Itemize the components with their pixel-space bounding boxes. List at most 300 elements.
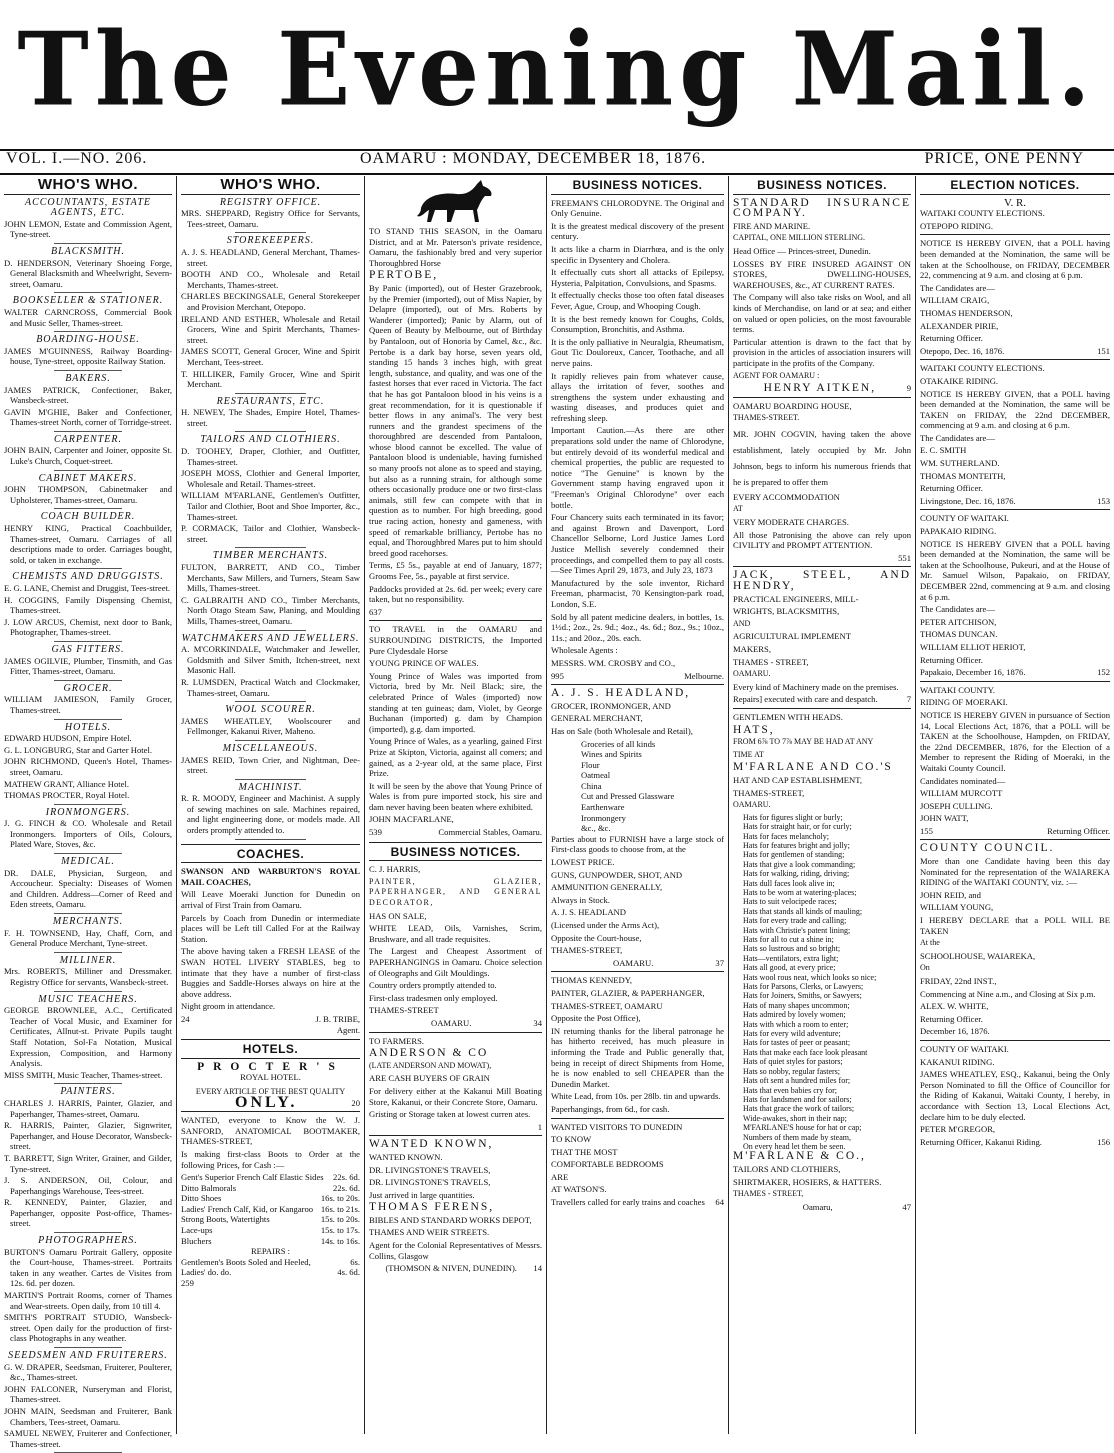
divider — [54, 431, 121, 432]
chlorodyne-paragraph: It effectually checks those too often fatal diseases Fever, Ague, Croup, and Whooping Cough. — [551, 290, 724, 311]
price-item: Lace-ups — [181, 1225, 213, 1236]
headland-text: AMMUNITION GENERALLY, — [551, 882, 663, 893]
price-value: 16s. to 21s. — [320, 1203, 360, 1214]
directory-entry: H. COGGINS, Family Dispensing Chemist, Thames-street. — [4, 594, 172, 616]
headland-line: GROCER, IRONMONGER, AND — [551, 700, 671, 711]
advert-number: 14 — [533, 1263, 542, 1274]
hats-sizes: FROM 6⅞ TO 7⅞ MAY BE HAD AT ANY — [733, 737, 874, 747]
directory-entry: HENRY KING, Practical Coachbuilder, Thames-street, Oamaru. Carriages of all descriptions made to order. Carriages bought, sold, or taken in exchange. — [4, 523, 172, 565]
directory-entry: GEORGE BROWNLEE, A.C., Certificated Teacher of Vocal Music, and Examiner for Certificates, Allnut-st. Private Pupils taught Staff Notation, Sol-Fa Notation, Musical Expression, Composition, and Harmony Analysis. — [4, 1005, 172, 1069]
notice-date: Papakaio, December 16, 1876. — [920, 667, 1026, 678]
directory-entry: WILLIAM M'FARLANE, Gentlemen's Outfitter, Tailor and Clothier, Boot and Shoe Importer, &c., Thames-street. — [181, 490, 360, 522]
hats-town: OAMARU. — [733, 800, 771, 810]
insurance-name: STANDARD INSURANCE COMPANY. — [733, 196, 911, 220]
divider — [235, 779, 307, 780]
directory-entry: R. LUMSDEN, Practical Watch and Clockmaker, Thames-street, Oamaru. — [181, 676, 360, 698]
verse-line: Hats to be worn at watering-places; — [743, 887, 857, 897]
harris-text: The Largest and Cheapest Assortment of PAPERHANGINGS in Oamaru. Choice selection of Oleographs and Gilt Mouldings. — [369, 946, 542, 978]
divider — [54, 1347, 121, 1348]
returning-officer: THOMAS MONTEITH, — [920, 470, 1006, 481]
directory-entry: JOSEPH MOSS, Clothier and General Importer, Wholesale and Retail. Thames-street. — [181, 468, 360, 489]
section-title: REGISTRY OFFICE. — [219, 196, 322, 208]
harris-text: First-class tradesmen only employed. — [369, 992, 498, 1003]
riding-name: KAKANUI RIDING. — [920, 1056, 995, 1067]
chlorodyne-text — [551, 221, 724, 644]
directory-entry: SAMUEL NEWEY, Fruiterer and Confectioner, Thames-street. — [4, 1428, 172, 1449]
divider — [54, 292, 121, 293]
procter-advert — [181, 1060, 360, 1111]
headland-text: (Licensed under the Arms Act), — [551, 920, 660, 930]
price-value: 4s. 6d. — [337, 1267, 360, 1278]
election-title: WAITAKI COUNTY ELECTIONS. — [920, 363, 1045, 374]
returning-officer: ALEX. W. WHITE, — [920, 1001, 989, 1012]
directory-entry: EDWARD HUDSON, Empire Hotel. — [4, 733, 132, 744]
advert-number: 152 — [1097, 667, 1110, 678]
column-elections — [916, 176, 1114, 1434]
price-item: Gent's Superior French Calf Elastic Sides — [181, 1172, 324, 1183]
directory-entry: JOHN RICHMOND, Queen's Hotel, Thames-street, Oamaru. — [4, 756, 172, 777]
verse-line: Hats for every wild adventure; — [743, 1029, 841, 1039]
hats-name: M'FARLANE AND CO.'S — [733, 761, 893, 774]
hat-verse — [733, 813, 911, 1152]
section-title: PAINTERS. — [60, 1086, 116, 1098]
price-row — [181, 1225, 360, 1236]
hats-addr: THAMES-STREET, — [733, 787, 805, 798]
verse-line: Hats for gentlemen of standing; — [743, 850, 845, 860]
notice-text: SCHOOLHOUSE, WAIAREKA, — [920, 950, 1036, 961]
hats-co: THAMES - STREET, — [733, 1189, 804, 1199]
section-title: WATCHMAKERS AND JEWELLERS. — [181, 632, 360, 644]
jack-name: JACK, STEEL, AND HENDRY, — [733, 569, 911, 593]
divider — [235, 740, 307, 741]
price-item: Ladies' do. do. — [181, 1267, 232, 1278]
section-title: MERCHANTS. — [52, 916, 124, 928]
directory-entry: Mrs. ROBERTS, Milliner and Dressmaker. Registry Office for servants, Wansbeck-street. — [4, 966, 172, 987]
boarding-text: AT — [733, 504, 743, 514]
riding-name: OTEPOPO RIDING. — [920, 220, 994, 231]
directory-entry: WILLIAM JAMIESON, Family Grocer, Thames-street. — [4, 694, 172, 715]
ferens-line: Agent for the Colonial Representatives of Messrs. Collins, Glasgow — [369, 1240, 542, 1261]
procter-sub: ROYAL HOTEL. — [240, 1072, 301, 1083]
prince-intro: TO TRAVEL in the OAMARU and SURROUNDING DISTRICTS, the Imported Pure Clydesdale Horse — [369, 624, 542, 656]
directory-list — [4, 198, 172, 1453]
verse-line: Hats that grace the work of tailors; — [743, 1104, 855, 1114]
returning-officer: WILLIAM ELLIOT HERIOT, — [920, 641, 1026, 652]
headland-name: A. J. S. HEADLAND — [551, 907, 626, 918]
price: PRICE, ONE PENNY — [924, 150, 1084, 167]
advert-number: 153 — [1097, 495, 1110, 506]
election-title: WAITAKI COUNTY. — [920, 684, 996, 695]
column-heading: BUSINESS NOTICES. — [369, 842, 542, 862]
election-title: COUNTY OF WAITAKI. — [920, 1043, 1009, 1054]
directory-entry: JAMES WHEATLEY, Woolscourer and Fellmonger, Kakanui River, Maheno. — [181, 715, 360, 737]
divider — [54, 913, 121, 914]
insurance-capital: CAPITAL, ONE MILLION STERLING. — [733, 233, 866, 243]
sanford-intro: WANTED, everyone to Know the W. J. SANFORD, ANATOMICAL BOOTMAKER, THAMES-STREET, — [181, 1115, 360, 1147]
masthead — [0, 0, 1114, 148]
advert-number: 37 — [715, 957, 724, 968]
verse-line: On every head let them be seen. — [743, 1141, 846, 1151]
pertobe-pedigree: By Panic (imported), out of Hester Grazebrook, by the Premier (imported), out of Miss Napier, by Delapre (imported), out of Mrs. Roberts by Wanderer (imported); Panic by Alarm, out of Queen of Beauty by Melbourne, out of Birthday by Pantaloon, out of Honoria by Camel, &c., &c. Pertobe is a dark bay horse, seven years old, standing 15 hands 3 inches high, with great length, substance, and quality, and was one of the fastest horses that ever raced in Victoria. The fact that he has got Pantaloon blood in his veins is a great recommendation, for it is questionable if better flows in any animal's. The very best runners and the grandest specimens of the thoroughbred are descended from Pantaloon, whose blood cannot be excelled. The value of Pantaloon blood is undeniable, having furnished so many proofs not alone as to speed and staying, but also as a running strain, for although some others occasionally produce one or two first-class animals, still few can compete with that in question as to number. For high breeding, good true racing action, honesty and gameness, with speed of remarkable brilliancy, Pertobe has no equal, and Thoroughbred Mares put to him should breed good racehorses. — [369, 282, 542, 558]
watson-line: WANTED VISITORS TO DUNEDIN — [551, 1121, 683, 1132]
headland-text: Always in Stock. — [551, 894, 610, 905]
price-row — [181, 1204, 360, 1215]
advert-number: 995 — [551, 670, 564, 681]
chlorodyne-paragraph: It acts like a charm in Diarrhœa, and is the only specific in Dysentery and Cholera. — [551, 243, 724, 265]
council-notice — [920, 843, 1110, 1037]
otaikaike-notice — [920, 363, 1110, 506]
goods-list — [551, 739, 724, 834]
price-value: 6s. — [350, 1256, 360, 1267]
returning-officer: JOHN WATT, — [920, 813, 969, 824]
notice-text: JAMES WHEATLEY, ESQ., Kakanui, being the Only Person Nominated to fill the Office of Councillor for the Riding of Kakanui, Waitaki County, I hereby, in accordance with Section 13, Local Elections Act, declare him to be duly elected. — [920, 1069, 1110, 1122]
election-title: COUNTY OF WAITAKI. — [920, 513, 1009, 524]
coaches-heading: COACHES. — [181, 844, 360, 864]
column-heading: BUSINESS NOTICES. — [733, 176, 911, 195]
notice-text: Commencing at Nine a.m., and Closing at Six p.m. — [920, 988, 1096, 999]
divider — [54, 243, 121, 244]
verse-line: Hats—ventilators, extra light; — [743, 953, 839, 963]
verse-line: Hats wool rous neat, which looks so nice; — [743, 972, 877, 982]
jack-line: AND — [733, 618, 751, 628]
goods-item: Earthenware — [581, 802, 625, 813]
price-value: 14s. to 16s. — [320, 1235, 360, 1246]
prince-name: YOUNG PRINCE OF WALES. — [369, 658, 479, 669]
verse-line: Hats for figures slight or burly; — [743, 812, 843, 822]
sanford-advert — [181, 1115, 360, 1289]
advert-number: 34 — [533, 1017, 542, 1028]
section-title: GAS FITTERS. — [51, 643, 125, 655]
officer-role: Returning Officer. — [1047, 825, 1110, 836]
papakaio-notice — [920, 513, 1110, 677]
officer-role: Returning Officer. — [920, 1013, 983, 1024]
chlorodyne-title: FREEMAN'S CHLORODYNE. The Original and Only Genuine. — [551, 197, 724, 219]
price-item: Ladies' French Calf, Kid, or Kangaroo — [181, 1203, 314, 1214]
divider — [54, 641, 121, 642]
verse-line: Wide-awakes, short in their nap; — [743, 1113, 847, 1123]
election-title: WAITAKI COUNTY ELECTIONS. — [920, 208, 1045, 219]
section-title: BAKERS. — [65, 372, 111, 384]
harris-town: OAMARU. — [431, 1017, 472, 1028]
hotels-heading: HOTELS. — [181, 1039, 360, 1059]
directory-entry: JOHN BAIN, Carpenter and Joiner, opposite St. Luke's Church, Coquet-street. — [4, 445, 172, 467]
headland-text: Parties about to FURNISH have a large stock of First-class goods to choose from, at the — [551, 833, 724, 855]
chlorodyne-paragraph: Important Caution.—As there are other preparations sold under the name of Chlorodyne, but entirely devoid of its wonderful medical and chemical properties, the public are requested to notice "The Genuine" is known by the Government stamp having engraved upon it "Freeman's Original Chlorodyne" over each bottle. — [551, 425, 724, 510]
coaches-text: Will Leave Moeraki Junction for Dunedin on arrival of First Train from Oamaru. — [181, 889, 360, 911]
kennedy-text: Paperhangings, from 6d., for cash. — [551, 1103, 670, 1114]
otepopo-notice — [920, 208, 1110, 356]
verse-line: Hats that stands all kinds of mauling; — [743, 906, 863, 916]
boarding-addr: THAMES-STREET. — [733, 413, 800, 423]
anderson-text: For delivery either at the Kakanui Mill Boating Store, Kakanui, or their Concrete Store, Oamaru. — [369, 1085, 542, 1107]
price-item: Gentlemen's Boots Soled and Heeled, — [181, 1256, 311, 1267]
candidate: WILLIAM CRAIG, — [920, 295, 990, 306]
divider — [235, 393, 307, 394]
directory-entry: E. G. LANE, Chemist and Druggist, Tees-street. — [4, 583, 171, 593]
price-value: 22s. 6d. — [333, 1172, 360, 1183]
coaches-text: Night groom in attendance. — [181, 1001, 276, 1012]
directory-entry: JOHN MAIN, Seedsman and Fruiterer, Bank Chambers, Tees-street, Oamaru. — [4, 1405, 172, 1427]
directory-entry: MRS. SHEPPARD, Registry Office for Servants, Tees-street, Oamaru. — [181, 208, 360, 229]
goods-item: China — [581, 780, 602, 791]
directory-entry: J. G. FINCH & CO. Wholesale and Retail Ironmongers. Importers of Oils, Colours, Plated Ware, Stoves, &c. — [4, 818, 172, 850]
notice-text: NOTICE IS HEREBY GIVEN, that a POLL having been demanded at the Nomination, the same will be taken at the Schoolhouse, on FRIDAY, DECEMBER 22, commencing at 9 a.m. and closing at 6 p.m. — [920, 238, 1110, 281]
divider — [54, 470, 121, 471]
divider — [54, 719, 121, 720]
advert-number: 24 — [181, 1013, 190, 1024]
price-list — [181, 1172, 360, 1246]
goods-item: Cut and Pressed Glassware — [581, 791, 675, 802]
watson-advert — [551, 1122, 724, 1208]
verse-line: Hats for every trade and calling; — [743, 916, 847, 926]
insurance-agent: HENRY AITKEN, — [763, 382, 877, 395]
hats-co: M'FARLANE & CO., — [733, 1150, 866, 1163]
directory-entry: R. HARRIS, Painter, Glazier, Signwriter, Paperhanger, and House Decorator, Wansbeck-street. — [4, 1120, 172, 1152]
officer-role: Returning Officer, Kakanui Riding. — [920, 1136, 1042, 1147]
pertobe-name: PERTOBE, — [369, 269, 439, 282]
advert-number: 20 — [351, 1097, 360, 1108]
directory-entry: D. HENDERSON, Veterinary Shoeing Forge, General Blacksmith and Wheelwright, Severn-street, Oamaru. — [4, 257, 172, 289]
insurance-text: LOSSES BY FIRE INSURED AGAINST ON STORES, DWELLING-HOUSES, WAREHOUSES, &c., AT CURRENT RATES. — [733, 258, 911, 290]
column-heading: WHO'S WHO. — [181, 176, 360, 195]
verse-line: Hats for features bright and jolly; — [743, 840, 850, 850]
verse-line: Hats that make each face look pleasant — [743, 1047, 868, 1057]
hats-co: TAILORS AND CLOTHIERS, — [733, 1163, 841, 1174]
pertobe-terms: Terms, £5 5s., payable at end of January, 1877; Grooms Fee, 5s., payable at first service. — [369, 560, 542, 581]
anderson-advert — [369, 1036, 542, 1133]
notice-text: FRIDAY, 22nd INST., — [920, 976, 997, 986]
advert-number: 637 — [369, 606, 382, 617]
jack-line: THAMES - STREET, — [733, 656, 809, 667]
insurance-text: Particular attention is drawn to the fact that by provision in the articles of association insurers will participate in the profits of the Company. — [733, 336, 911, 368]
notice-text: NOTICE IS HEREBY GIVEN, that a POLL having been demanded at the Nomination, the same will be TAKEN on FRIDAY, the 22nd DECEMBER, commencing at 9 a.m. and closing at 6 p.m. — [920, 388, 1110, 431]
section-title: MEDICAL. — [61, 856, 115, 868]
dateline-rule — [0, 173, 1114, 175]
goods-item: Ironmongery — [581, 812, 626, 823]
price-value: 15s. to 17s. — [320, 1225, 360, 1236]
ferens-line: DR. LIVINGSTONE'S TRAVELS, — [369, 1177, 491, 1188]
chlorodyne-agent-name: MESSRS. WM. CROSBY and CO., — [551, 657, 676, 668]
boarding-name: OAMARU BOARDING HOUSE, — [733, 400, 852, 411]
verse-line: Hats with which a room to enter; — [743, 1019, 849, 1029]
section-title: WOOL SCOURER. — [225, 704, 316, 716]
kennedy-advert — [551, 975, 724, 1114]
section-title: IRONMONGERS. — [45, 806, 131, 818]
hats-head: GENTLEMEN WITH HEADS. — [733, 711, 843, 722]
headland-text: GUNS, GUNPOWDER, SHOT, AND — [551, 869, 683, 880]
verse-line: Hats for tastes of peer or peasant; — [743, 1038, 851, 1048]
notice-date: Livingstone, Dec. 16, 1876. — [920, 495, 1016, 506]
pertobe-intro: TO STAND THIS SEASON, in the Oamaru District, and at Mr. Paterson's private residence, Oamaru, the fashionably bred and very superior Thoroughbred Horse — [369, 226, 542, 268]
ferens-line: (THOMSON & NIVEN, DUNEDIN). — [385, 1263, 517, 1274]
pertobe-advert — [369, 226, 542, 617]
hats-co: SHIRTMAKER, HOSIERS, & HATTERS. — [733, 1176, 882, 1187]
jack-line: AGRICULTURAL IMPLEMENT — [733, 631, 852, 642]
directory-entry: G. W. DRAPER, Seedsman, Fruiterer, Poulterer, &c., Thames-street. — [4, 1361, 172, 1383]
verse-line: Hats dull faces look alive in; — [743, 878, 835, 888]
top-rule — [0, 149, 1114, 151]
notice-text: NOTICE IS HEREBY GIVEN that a POLL having been demanded at the Nomination, the same will be taken at the Schoolhouse, Pukeuri, and at the House of Mr. Samuel Wilson, Papakaio, on FRIDAY, DECEMBER 22nd, commencing at 9 a.m. and closing at 6 p.m. — [920, 538, 1110, 602]
ferens-advert — [369, 1139, 542, 1274]
headland-line: GENERAL MERCHANT, — [551, 713, 643, 724]
price-row — [181, 1236, 360, 1247]
vr-monogram: V. R. — [1003, 196, 1027, 209]
chlorodyne-paragraph: It effectually cuts short all attacks of Epilepsy, Hysteria, Palpitation, Convulsions, and Spasms. — [551, 267, 724, 288]
column-business-1 — [547, 176, 728, 1434]
hats-advert — [733, 712, 911, 1212]
directory-entry: F. H. TOWNSEND, Hay, Chaff, Corn, and General Produce Merchant, Tyne-street. — [4, 927, 172, 949]
verse-line: Hats that even babies cry for; — [743, 1085, 837, 1095]
watson-line: COMFORTABLE BEDROOMS — [551, 1159, 664, 1170]
candidates-label: The Candidates are— — [920, 282, 995, 293]
section-title: STOREKEEPERS. — [226, 235, 315, 247]
section-title: CARPENTER. — [53, 433, 123, 445]
verse-line: Hats for landsmen and for sailors; — [743, 1094, 852, 1104]
coaches-title: SWANSON AND WARBURTON'S ROYAL MAIL COACHES, — [181, 866, 360, 887]
column-heading: ELECTION NOTICES. — [920, 176, 1110, 195]
prince-text: It will be seen by the above that Young Prince of Wales is from pure imported stock, his sire and dam never having been beaten where exhibited. — [369, 780, 542, 812]
advert-number: 155 — [920, 825, 933, 836]
verse-line: Hats all good, at every price; — [743, 963, 836, 973]
coaches-text: The above having taken a FRESH LEASE of the SWAN HOTEL LIVERY STABLES, beg to intimate that they have a number of first-class Buggies and Saddle-Horses always on hire at the above address. — [181, 946, 360, 999]
divider — [54, 508, 121, 509]
anderson-text: Gristing or Storage taken at lowest curren ates. — [369, 1109, 531, 1120]
candidates-label: The Candidates are— — [920, 604, 995, 615]
candidate: THOMAS DUNCAN. — [920, 629, 998, 640]
notice-text: I HEREBY DECLARE that a POLL WILL BE TAKEN — [920, 915, 1110, 936]
column-whos-who-1 — [0, 176, 176, 1449]
candidate: WILLIAM MURCOTT — [920, 788, 1003, 799]
notice-date: Otepopo, Dec. 16, 1876. — [920, 345, 1005, 356]
jack-line: OAMARU. — [733, 669, 771, 679]
prince-advert — [369, 624, 542, 837]
candidates-label: The Candidates are— — [920, 432, 995, 443]
candidate: JOHN REID, and — [920, 889, 981, 900]
directory-entry: JAMES OGILVIE, Plumber, Tinsmith, and Gas Fitter, Thames-street, Oamaru. — [4, 655, 172, 677]
verse-line: Hats for Parsons, Clerks, or Lawyers; — [743, 982, 864, 992]
horse-icon — [411, 178, 501, 224]
directory-entry: IRELAND AND ESTHER, Wholesale and Retail Grocers, Wine and Spirit Merchants, Thames-street. — [181, 313, 360, 345]
directory-list — [181, 198, 360, 840]
divider — [235, 701, 307, 702]
price-item: Bluchers — [181, 1235, 212, 1246]
section-title: HOTELS. — [64, 721, 112, 733]
divider — [54, 1232, 121, 1233]
advert-number: 64 — [715, 1197, 724, 1208]
section-title: BLACKSMITH. — [50, 245, 126, 257]
boarding-text: MR. JOHN COGVIN, having taken the above establishment, lately occupied by Mr. John Johnson, begs to inform his numerous friends that he is prepared to offer them — [733, 428, 911, 487]
coaches-agent: J. B. TRIBE, — [315, 1013, 360, 1024]
candidate: THOMAS HENDERSON, — [920, 307, 1013, 318]
directory-entry: JOHN THOMPSON, Cabinetmaker and Upholsterer, Thames-street, Oamaru. — [4, 484, 172, 505]
verse-line: Hats with Christie's patent lining; — [743, 925, 851, 935]
advert-number: 156 — [1097, 1136, 1110, 1147]
chlorodyne-paragraph: It is the only palliative in Neuralgia, Rheumatism, Gout Tic Douloreux, Cancer, Toothache, and all nerve pains. — [551, 336, 724, 368]
directory-entry: T. BARRETT, Sign Writer, Grainer, and Gilder, Tyne-street. — [4, 1152, 172, 1174]
goods-item: Oatmeal — [581, 770, 611, 781]
coaches-advert — [181, 866, 360, 1035]
harris-sale: HAS ON SALE, — [369, 910, 427, 921]
insurance-agent-label: AGENT FOR OAMARU : — [733, 370, 820, 380]
notice-text: More than one Candidate having been this day Nominated for the representation of the WAIAREKA RIDING of the WAITAKI COUNTY, viz. :— — [920, 856, 1110, 888]
directory-entry: SMITH'S PORTRAIT STUDIO, Wansbeck-street. Open daily for the production of first-class Photographs in any weather. — [4, 1312, 172, 1344]
chlorodyne-advert — [551, 198, 724, 682]
verse-line: Hats of quiet styles for pastors; — [743, 1057, 843, 1067]
pertobe-paddocks: Paddocks provided at 2s. 6d. per week; every care taken, but no responsibility. — [369, 583, 542, 605]
insurance-text: The Company will also take risks on Wool, and all kinds of Merchandise, on land or at sea; and either on valued or open policies, on the most favourable terms. — [733, 292, 911, 335]
verse-line: Hats so lustrous and so bright; — [743, 944, 841, 954]
price-item: Strong Boots, Watertights — [181, 1214, 270, 1225]
anderson-head: TO FARMERS. — [369, 1035, 425, 1046]
jack-text: Every kind of Machinery made on the premises. — [733, 681, 899, 692]
directory-entry: R. R. MOODY, Engineer and Machinist. A supply of sewing machines on sale. Machines repaired, and light engineering done, or models made. All orders promptly attended to. — [181, 793, 360, 836]
directory-entry: J. S. ANDERSON, Oil, Colour, and Paperhangings Warehouse, Tees-street. — [4, 1175, 172, 1196]
verse-line: M'FARLANE'S house for hat or cap; — [743, 1123, 862, 1133]
advert-number: 47 — [902, 1201, 911, 1212]
candidate: PETER AITCHISON, — [920, 616, 997, 627]
verse-line: Hats for walking, riding, driving; — [743, 869, 850, 879]
chlorodyne-city: Melbourne. — [684, 670, 724, 681]
kennedy-name: THOMAS KENNEDY, — [551, 975, 633, 986]
notice-text: At the — [920, 938, 940, 948]
goods-item: Flour — [581, 759, 600, 770]
ferens-name: THOMAS FERENS, — [369, 1201, 495, 1214]
directory-entry: H. NEWEY, The Shades, Empire Hotel, Thames-street. — [181, 407, 360, 428]
notice-text: On — [920, 963, 930, 973]
price-value: 16s. to 20s. — [320, 1193, 360, 1204]
price-row — [181, 1183, 360, 1194]
directory-entry: G. L. LONGBURG, Star and Garter Hotel. — [4, 744, 152, 755]
divider — [54, 804, 121, 805]
directory-entry: JAMES PATRICK, Confectioner, Baker, Wansbeck-street. — [4, 384, 172, 406]
watson-line: ARE — [551, 1171, 569, 1182]
officer-role: Returning Officer. — [920, 483, 983, 494]
boarding-advert — [733, 401, 911, 564]
chlorodyne-paragraph: It is the greatest medical discovery of the present century. — [551, 220, 724, 242]
kennedy-text: White Lead, from 10s. per 28lb. tin and upwards. — [551, 1091, 721, 1102]
advert-number: 9 — [906, 383, 911, 394]
section-title: TAILORS AND CLOTHIERS. — [200, 434, 341, 446]
column-heading: WHO'S WHO. — [4, 176, 172, 195]
directory-entry: CHARLES BECKINGSALE, General Storekeeper and Provision Merchant, Otepopo. — [181, 291, 360, 312]
section-title: CABINET MAKERS. — [38, 472, 138, 484]
goods-item: &c., &c. — [581, 823, 611, 834]
verse-line: Numbers of them made by steam, — [743, 1132, 851, 1142]
directory-entry: A. J. S. HEADLAND, General Merchant, Thames-street. — [181, 246, 360, 268]
ferens-line: THAMES AND WEIR STREETS. — [369, 1227, 490, 1238]
ferens-line: DR. LIVINGSTONE'S TRAVELS, — [369, 1164, 491, 1175]
verse-line: Hats that give a look commanding; — [743, 859, 856, 869]
directory-entry: CHARLES J. HARRIS, Painter, Glazier, and Paperhanger, Thames-street, Oamaru. — [4, 1097, 172, 1119]
watson-line: AT WATSON'S. — [551, 1184, 607, 1195]
headland-text: Has on Sale (both Wholesale and Retail), — [551, 725, 693, 736]
watson-line: THAT THE MOST — [551, 1146, 618, 1157]
insurance-office: Head Office — Princes-street, Dunedin. — [733, 245, 871, 256]
directory-entry: R. KENNEDY, Painter, Glazier, and Paperhanger, opposite Post-office, Thames-street. — [4, 1197, 172, 1229]
directory-entry: BURTON'S Oamaru Portrait Gallery, opposite the Court-house, Thames-street. Portraits taken in any weather. Cartes de Visites from 12s. 6d. per dozen. — [4, 1246, 172, 1289]
section-title: MISCELLANEOUS. — [222, 742, 319, 754]
verse-line: Hats for straight hair, or for curly; — [743, 822, 852, 832]
anderson-line: ARE CASH BUYERS OF GRAIN — [369, 1073, 490, 1084]
directory-entry: JAMES REID, Town Crier, and Nightman, Dee-street. — [181, 754, 360, 776]
harris-name: C. J. HARRIS, — [369, 864, 421, 875]
divider — [54, 370, 121, 371]
election-title: COUNTY COUNCIL. — [920, 842, 1055, 855]
directory-entry: MISS SMITH, Music Teacher, Thames-street. — [4, 1069, 163, 1080]
insurance-advert — [733, 198, 911, 394]
candidates-label: Candidates nominated— — [920, 775, 1006, 786]
divider — [54, 680, 121, 681]
